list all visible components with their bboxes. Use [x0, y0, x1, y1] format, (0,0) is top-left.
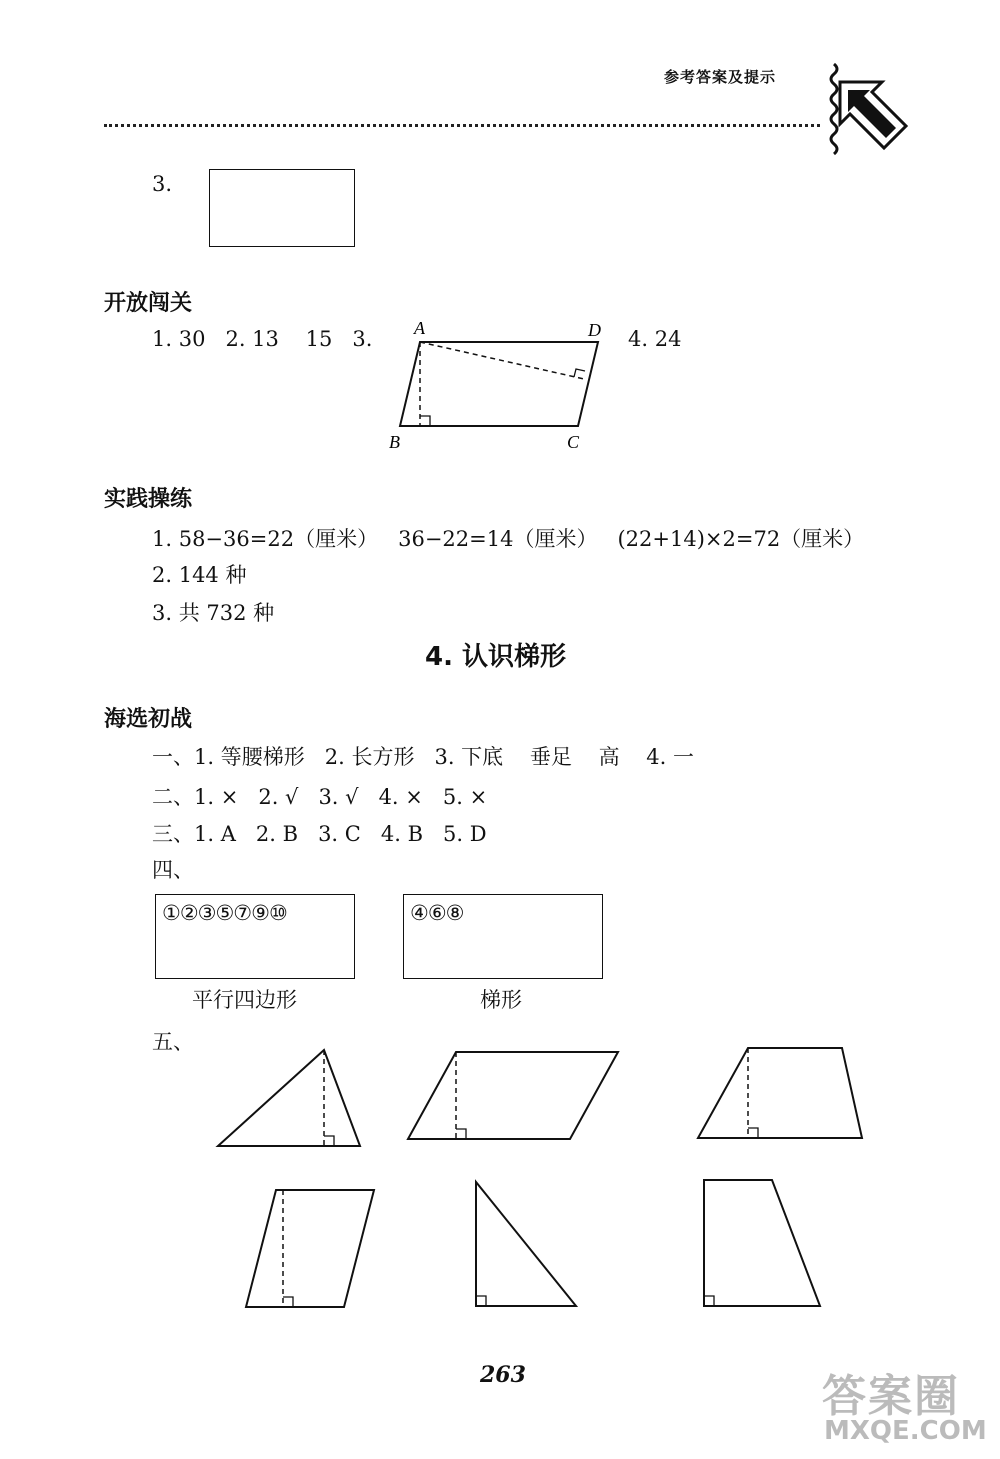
- box-trapezoid-content: ④⑥⑧: [410, 901, 464, 925]
- box-parallelogram-label: 平行四边形: [192, 988, 297, 1012]
- vertex-d: D: [588, 320, 601, 340]
- shijian-line-3: 3. 共 732 种: [152, 601, 275, 625]
- shijian-heading: 实践操练: [104, 487, 193, 512]
- vertex-c: C: [567, 432, 580, 452]
- box-parallelogram-content: ①②③⑤⑦⑨⑩: [162, 901, 287, 925]
- figure-right-triangle: [466, 1174, 586, 1314]
- answer-rectangle: [209, 169, 355, 247]
- haixuan-line-er: 二、1. × 2. √ 3. √ 4. × 5. ×: [152, 785, 488, 809]
- figure-triangle-1: [210, 1044, 370, 1154]
- header-title: 参考答案及提示: [664, 68, 777, 86]
- haixuan-heading: 海选初战: [104, 707, 193, 732]
- item-3-label: 3.: [152, 172, 173, 196]
- haixuan-label-wu: 五、: [152, 1030, 194, 1054]
- kaifang-answers: 1. 30 2. 13 15 3.: [152, 327, 373, 351]
- vertex-b: B: [389, 432, 400, 452]
- header-dotted-rule: [104, 124, 820, 127]
- figure-parallelogram-1: [400, 1044, 630, 1144]
- watermark-logo: 答案圈: [822, 1371, 960, 1422]
- figure-trapezoid-2: [694, 1172, 830, 1314]
- watermark-url: MXQE.COM: [824, 1416, 987, 1446]
- figure-parallelogram-2: [238, 1182, 388, 1314]
- classification-box-trapezoid: [403, 894, 603, 979]
- page-number: 263: [480, 1362, 526, 1388]
- shijian-line-1: 1. 58−36=22（厘米） 36−22=14（厘米） (22+14)×2=72（厘米）: [152, 527, 865, 551]
- classification-box-parallelogram: [155, 894, 355, 979]
- figure-trapezoid-1: [690, 1040, 870, 1144]
- box-trapezoid-label: 梯形: [480, 988, 522, 1012]
- kaifang-heading: 开放闯关: [104, 291, 193, 316]
- shijian-line-2: 2. 144 种: [152, 563, 247, 587]
- haixuan-label-si: 四、: [152, 858, 194, 882]
- kaifang-answer-4: 4. 24: [628, 327, 682, 351]
- haixuan-line-san: 三、1. A 2. B 3. C 4. B 5. D: [152, 822, 487, 846]
- section-title: 4. 认识梯形: [425, 642, 567, 672]
- haixuan-line-yi: 一、1. 等腰梯形 2. 长方形 3. 下底 垂足 高 4. 一: [152, 745, 694, 769]
- arrow-icon: [836, 78, 910, 152]
- vertex-a: A: [414, 318, 425, 338]
- parallelogram-abcd-figure: [389, 318, 622, 453]
